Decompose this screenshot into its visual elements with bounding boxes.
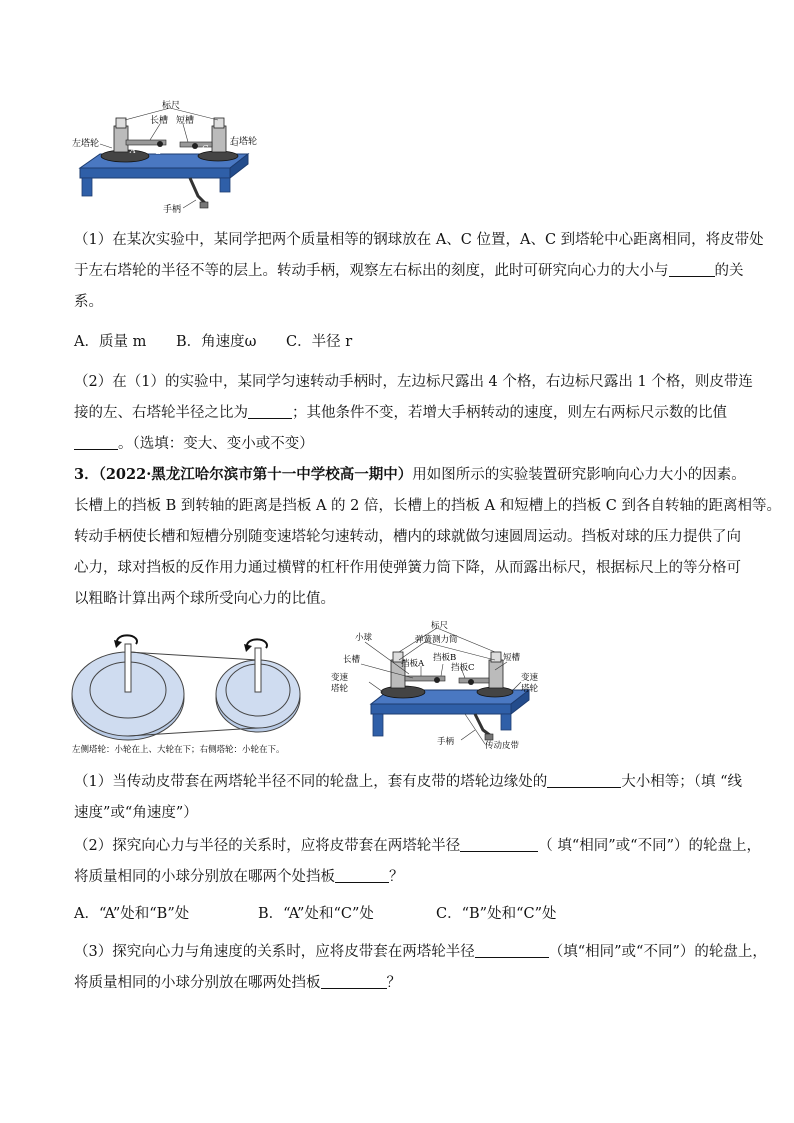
p3q3-line2-tail: ？ — [386, 975, 401, 991]
q1-option-c[interactable]: C．半径 r — [286, 334, 353, 350]
q2-line3 — [74, 432, 314, 453]
p3q2-option-b[interactable]: B．“A”处和“C”处 — [258, 906, 374, 922]
problem3-line1 — [74, 463, 746, 484]
p3q3-line1-text: （3）探究向心力与角速度的关系时，应将皮带套在两塔轮半径 — [74, 944, 475, 960]
q1-line2-text: 于左右塔轮的半径不等的层上。转动手柄，观察左右标出的刻度，此时可研究向心力的大小与 — [74, 263, 669, 279]
figure3-label-baffle-b: 挡板B — [433, 653, 457, 663]
figure1-label-left-wheel: 左塔轮 — [72, 139, 100, 149]
q2-line2 — [74, 401, 727, 422]
q1-line1: （1）在某次实验中，某同学把两个质量相等的钢球放在 A、C 位置，A、C 到塔轮中心距离相同，将皮带处 — [74, 232, 764, 248]
p3q1-line1-tail: 大小相等；（填 “线 — [621, 774, 743, 790]
p3q3-line1-tail: （填“相同”或“不同”）的轮盘上， — [548, 944, 767, 960]
p3q1-blank[interactable] — [547, 773, 621, 788]
q1-line3: 系。 — [74, 294, 103, 310]
apparatus-figure-top — [70, 96, 270, 221]
figure3-label-long-groove: 长槽 — [343, 655, 361, 665]
figure3-label-var-left-1: 变速 — [331, 673, 349, 683]
figure3-label-var-right-2: 塔轮 — [521, 684, 539, 694]
q2-ratio-blank[interactable] — [248, 404, 292, 419]
q2-line2-tail: ；其他条件不变，若增大手柄转动的速度，则左右两标尺示数的比值 — [292, 405, 727, 421]
problem3-line1-text: 用如图所示的实验装置研究影响向心力大小的因素。 — [412, 467, 746, 483]
problem3-line3: 转动手柄使长槽和短槽分别随变速塔轮匀速转动，槽内的球就做匀速圆周运动。挡板对球的压力提供了向 — [74, 529, 741, 545]
figure3-label-baffle-a: 挡板A — [401, 659, 425, 669]
problem3-line4: 心力，球对挡板的反作用力通过横臂的杠杆作用使弹簧力筒下降，从而露出标尺，根据标尺上的等分格可 — [74, 560, 741, 576]
p3q2-radius-blank[interactable] — [460, 837, 538, 852]
figure1-label-long-groove: 长槽 — [150, 116, 169, 126]
figure1-label-b: B — [156, 147, 162, 156]
problem3-source: （2022·黑龙江哈尔滨市第十一中学校高一期中） — [98, 466, 413, 483]
p3q2-line2-text: 将质量相同的小球分别放在哪两个处挡板 — [74, 869, 335, 885]
figure2-caption: 左侧塔轮：小轮在上、大轮在下；右侧塔轮：小轮在下。 — [72, 745, 285, 755]
p3q2-option-a[interactable]: A．“A”处和“B”处 — [74, 906, 190, 922]
figure1-label-right-wheel: 右塔轮 — [230, 137, 258, 147]
p3q2-option-c[interactable]: C．“B”处和“C”处 — [436, 906, 557, 922]
p3q3-baffle-blank[interactable] — [321, 974, 387, 989]
problem3-line2: 长槽上的挡板 B 到转轴的距离是挡板 A 的 2 倍，长槽上的挡板 A 和短槽上的挡板 C 到各自转轴的距离相等。 — [74, 498, 782, 514]
figure3-label-spring: 弹簧测力筒 — [415, 635, 458, 645]
p3q3-line2-text: 将质量相同的小球分别放在哪两处挡板 — [74, 975, 321, 991]
p3q3-line2 — [74, 971, 401, 992]
figure3-label-var-right-1: 变速 — [521, 673, 539, 683]
q1-option-b[interactable]: B．角速度ω — [176, 334, 257, 350]
problem3-line5: 以粗略计算出两个球所受向心力的比值。 — [74, 591, 335, 607]
p3q2-line2 — [74, 865, 404, 886]
figure1-label-a: A — [130, 146, 136, 155]
q2-line3-text: 。（选填：变大、变小或不变） — [118, 436, 314, 452]
p3q2-line1 — [74, 834, 761, 855]
q2-line2-text: 接的左、右塔轮半径之比为 — [74, 405, 248, 421]
p3q2-line1-tail: （ 填“相同”或“不同”）的轮盘上， — [538, 838, 761, 854]
q1-option-a[interactable]: A．质量 m — [74, 334, 147, 350]
figure3-label-ball: 小球 — [355, 633, 373, 643]
figure1-label-ruler: 标尺 — [162, 101, 181, 111]
figure3-label-ruler: 标尺 — [431, 621, 449, 631]
apparatus-figure-labeled — [325, 618, 555, 758]
tower-wheels-figure — [70, 628, 310, 758]
p3q2-baffle-blank[interactable] — [335, 868, 389, 883]
figure3-label-var-left-2: 塔轮 — [331, 684, 349, 694]
p3q3-radius-blank[interactable] — [475, 943, 549, 958]
figure3-label-baffle-c: 挡板C — [451, 663, 475, 673]
p3q2-line1-text: （2）探究向心力与半径的关系时，应将皮带套在两塔轮半径 — [74, 838, 461, 854]
problem3-number: 3． — [74, 466, 99, 483]
figure3-label-belt: 传动皮带 — [485, 741, 520, 751]
figure3-label-handle: 手柄 — [437, 737, 455, 747]
q2-line1: （2）在（1）的实验中，某同学匀速转动手柄时，左边标尺露出 4 个格，右边标尺露出 1 个格，则皮带连 — [74, 374, 753, 390]
figure1-label-short-groove: 短槽 — [176, 116, 195, 126]
p3q2-line2-tail: ？ — [389, 869, 404, 885]
p3q1-line1 — [74, 770, 742, 791]
q1-line2-tail: 的关 — [714, 263, 744, 279]
q2-change-blank[interactable] — [74, 435, 118, 450]
figure1-label-c: C — [202, 144, 209, 153]
p3q1-line1-text: （1）当传动皮带套在两塔轮半径不同的轮盘上，套有皮带的塔轮边缘处的 — [74, 774, 548, 790]
p3q1-line2: 速度”或“角速度”） — [74, 805, 198, 821]
q1-line2 — [74, 259, 744, 280]
p3q3-line1 — [74, 940, 767, 961]
q1-answer-blank[interactable] — [669, 262, 715, 277]
figure3-label-short-groove: 短槽 — [503, 653, 521, 663]
figure1-label-handle: 手柄 — [163, 205, 182, 215]
